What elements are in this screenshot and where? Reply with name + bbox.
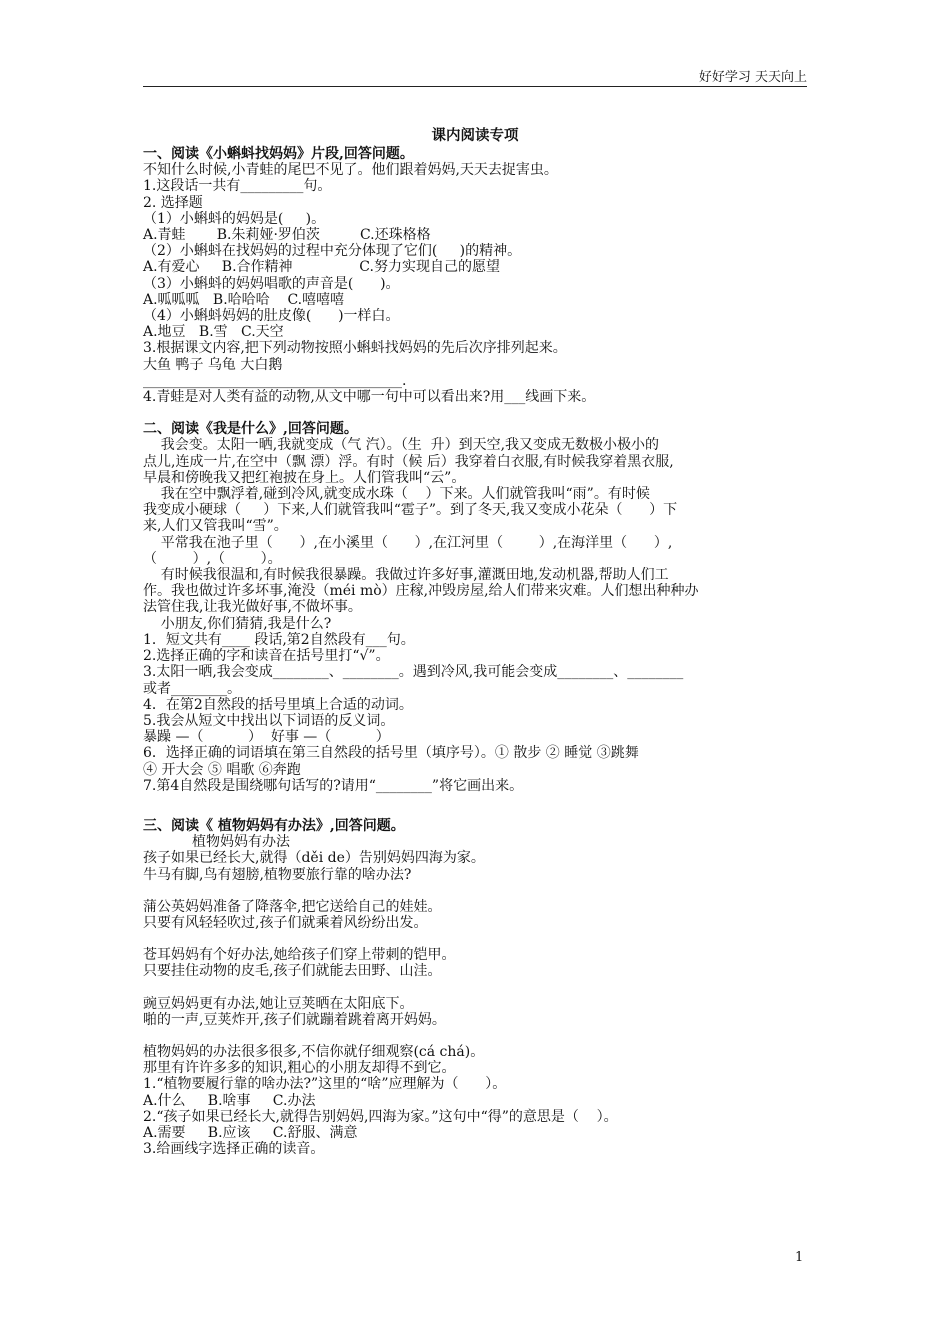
text-line: 来,人们又管我叫“雪”。: [143, 518, 288, 535]
text-line: （3）小蝌蚪的妈妈唱歌的声音是( )。: [143, 275, 400, 292]
text-line: （ ）,（ ）。: [143, 550, 282, 567]
text-line: 我变成小硬球（ ）下来,人们就管我叫“雹子”。到了冬天,我又变成小花朵（ ）下: [143, 502, 678, 519]
text-line: （1）小蝌蚪的妈妈是( )。: [143, 210, 326, 227]
text-line: 2. 选择题: [143, 194, 203, 211]
text-line: 点儿,连成一片,在空中（飘 漂）浮。有时（候 后）我穿着白衣服,有时候我穿着黑衣服,: [143, 453, 674, 470]
page-number: 1: [795, 1250, 804, 1265]
text-line: A.呱呱呱 B.哈哈哈 C.嘻嘻嘻: [143, 291, 345, 308]
text-line: 平常我在池子里（ ）,在小溪里（ ）,在江河里（ ）,在海洋里（ ）,: [143, 534, 673, 551]
section-heading: 二、阅读《我是什么》,回答问题。: [143, 421, 358, 438]
text-line: A.青蛙 B.朱莉娅·罗伯茨 C.还珠格格: [143, 227, 431, 244]
text-line: 有时候我很温和,有时候我很暴躁。我做过许多好事,灌溉田地,发动机器,帮助人们工: [143, 567, 669, 584]
document-body: [143, 126, 807, 1157]
text-line: 啪的一声,豆荚炸开,孩子们就蹦着跳着离开妈妈。: [143, 1011, 446, 1028]
text-line: （4）小蝌蚪妈妈的肚皮像( )一样白。: [143, 308, 400, 325]
text-line: 7.第4自然段是围绕哪句话写的?请用“________”将它画出来。: [143, 777, 524, 794]
text-line: 3.给画线字选择正确的读音。: [143, 1141, 325, 1158]
text-line: 1.“植物要履行靠的啥办法?”这里的“啥”应理解为（ ）。: [143, 1076, 507, 1093]
text-line: 豌豆妈妈更有办法,她让豆荚晒在太阳底下。: [143, 995, 414, 1012]
text-line: 牛马有脚,鸟有翅膀,植物要旅行靠的啥办法?: [143, 866, 412, 883]
section-heading: 三、阅读《 植物妈妈有办法》,回答问题。: [143, 817, 405, 834]
text-line: 植物妈妈有办法: [143, 834, 290, 851]
blank-line: [143, 980, 807, 996]
text-line: A.地豆 B.雪 C.天空: [143, 324, 284, 341]
blank-line: [143, 1028, 807, 1044]
text-line: 5.我会从短文中找出以下词语的反义词。: [143, 712, 395, 729]
text-line: 或者________。: [143, 680, 241, 697]
text-line: 早晨和傍晚我又把红袍披在身上。人们管我叫“云”。: [143, 469, 466, 486]
text-line: 1．短文共有____ 段话,第2自然段有___句。: [143, 631, 415, 648]
header-text: 好好学习 天天向上: [698, 70, 807, 85]
text-line: 我在空中飘浮着,碰到冷风,就变成水珠（ ）下来。人们就管我叫“雨”。有时候: [143, 486, 650, 503]
text-line: 4．在第2自然段的括号里填上合适的动词。: [143, 696, 413, 713]
text-line: （2）小蝌蚪在找妈妈的过程中充分体现了它们( )的精神。: [143, 243, 522, 260]
text-line: 法管住我,让我光做好事,不做坏事。: [143, 599, 362, 616]
text-line: 作。我也做过许多坏事,淹没（méi mò）庄稼,冲毁房屋,给人们带来灾难。人们想出种种办: [143, 583, 699, 600]
text-line: 只要挂住动物的皮毛,孩子们就能去田野、山洼。: [143, 963, 442, 980]
text-line: 3.太阳一晒,我会变成________、________。遇到冷风,我可能会变成________、________: [143, 664, 684, 681]
text-line: _____________________________________.: [143, 372, 407, 389]
blank-line: [143, 405, 807, 421]
text-line: 1.这段话一共有_________句。: [143, 178, 332, 195]
text-line: 植物妈妈的办法很多很多,不信你就仔细观察(cá chá)。: [143, 1043, 485, 1060]
text-line: 4.青蛙是对人类有益的动物,从文中哪一句中可以看出来?用___线画下来。: [143, 389, 596, 406]
blank-line: [143, 883, 807, 899]
text-line: 暴躁 —（ ） 好事 —（ ）: [143, 729, 390, 746]
blank-line: [143, 931, 807, 947]
text-line: 那里有许许多多的知识,粗心的小朋友却得不到它。: [143, 1060, 456, 1077]
page-title: 课内阅读专项: [431, 127, 519, 144]
text-line: 大鱼 鸭子 乌龟 大白鹅: [143, 356, 283, 373]
text-line: 6．选择正确的词语填在第三自然段的括号里（填序号）。① 散步 ② 睡觉 ③跳舞: [143, 745, 639, 762]
blank-line: [143, 794, 807, 818]
text-line: 2.“孩子如果已经长大,就得告别妈妈,四海为家。”这句中“得”的意思是（ ）。: [143, 1108, 618, 1125]
text-line: 小朋友,你们猜猜,我是什么?: [143, 615, 332, 632]
text-line: 3.根据课文内容,把下列动物按照小蝌蚪找妈妈的先后次序排列起来。: [143, 340, 567, 357]
text-line: A.需要 B.应该 C.舒服、满意: [143, 1124, 358, 1141]
text-line: 苍耳妈妈有个好办法,她给孩子们穿上带刺的铠甲。: [143, 947, 456, 964]
text-line: 2.选择正确的字和读音在括号里打“√”。: [143, 648, 390, 665]
text-line: A.什么 B.啥事 C.办法: [143, 1092, 316, 1109]
section-heading: 一、阅读《小蝌蚪找妈妈》片段,回答问题。: [143, 146, 414, 162]
text-line: 不知什么时候,小青蛙的尾巴不见了。他们跟着妈妈,天天去捉害虫。: [143, 162, 558, 179]
page-header: [143, 64, 807, 87]
text-line: ④ 开大会 ⑤ 唱歌 ⑥奔跑: [143, 761, 301, 778]
text-line: 孩子如果已经长大,就得（děi de）告别妈妈四海为家。: [143, 850, 485, 867]
text-lines: [143, 146, 807, 1157]
text-line: 只要有风轻轻吹过,孩子们就乘着风纷纷出发。: [143, 914, 428, 931]
text-line: A.有爱心 B.合作精神 C.努力实现自己的愿望: [143, 259, 500, 276]
text-line: 我会变。太阳一晒,我就变成（气 汽）。（生 升）到天空,我又变成无数极小极小的: [143, 437, 660, 454]
text-line: 蒲公英妈妈准备了降落伞,把它送给自己的娃娃。: [143, 898, 442, 915]
